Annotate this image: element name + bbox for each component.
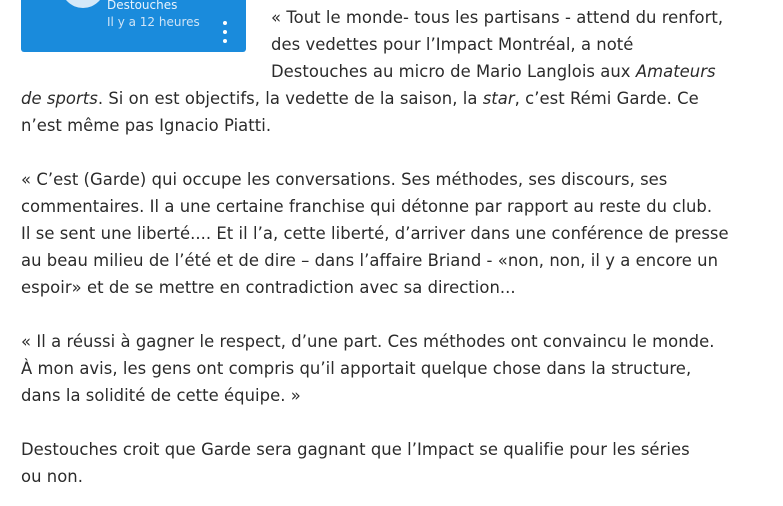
text-run: , c’est Rémi Garde. Ce xyxy=(514,89,699,108)
article-paragraph-4 xyxy=(21,436,783,490)
paragraph-line: Destouches croit que Garde sera gagnant que l’Impact se qualifie pour les séries xyxy=(21,440,690,459)
paragraph-line xyxy=(21,85,783,112)
paragraph-line: Il se sent une liberté.... Et il l’a, cette liberté, d’arriver dans une conférence de presse xyxy=(21,224,729,243)
show-title-italic: de sports xyxy=(21,89,98,108)
card-timestamp: Il y a 12 heures xyxy=(107,15,200,29)
text-run: Destouches au micro de Mario Langlois aux xyxy=(271,62,636,81)
paragraph-line: « Tout le monde- tous les partisans - attend du renfort, xyxy=(271,8,724,27)
paragraph-line: ou non. xyxy=(21,467,83,486)
paragraph-line: À mon avis, les gens ont compris qu’il apportait quelque chose dans la structure, xyxy=(21,359,692,378)
text-run: . Si on est objectifs, la vedette de la saison, la xyxy=(97,89,483,108)
show-title-italic: Amateurs xyxy=(635,62,716,81)
paragraph-line: espoir» et de se mettre en contradiction avec sa direction... xyxy=(21,278,516,297)
paragraph-line: des vedettes pour l’Impact Montréal, a noté xyxy=(271,35,634,54)
paragraph-line xyxy=(21,58,783,85)
paragraph-line: n’est même pas Ignacio Piatti. xyxy=(21,116,272,135)
paragraph-line: dans la solidité de cette équipe. » xyxy=(21,386,301,405)
article-paragraph-3 xyxy=(21,328,783,409)
paragraph-line: au beau milieu de l’été et de dire – dans l’affaire Briand - «non, non, il y a encore un xyxy=(21,251,719,270)
paragraph-line: commentaires. Il a une certaine franchise qui détonne par rapport au reste du club. xyxy=(21,197,713,216)
emphasis-italic: star xyxy=(482,89,515,108)
article-paragraph-2 xyxy=(21,166,783,301)
paragraph-line: « C’est (Garde) qui occupe les conversations. Ses méthodes, ses discours, ses xyxy=(21,170,668,189)
card-author: Destouches xyxy=(107,0,178,12)
article-paragraph-1 xyxy=(21,4,783,139)
paragraph-line: « Il a réussi à gagner le respect, d’une part. Ces méthodes ont convaincu le monde. xyxy=(21,332,715,351)
